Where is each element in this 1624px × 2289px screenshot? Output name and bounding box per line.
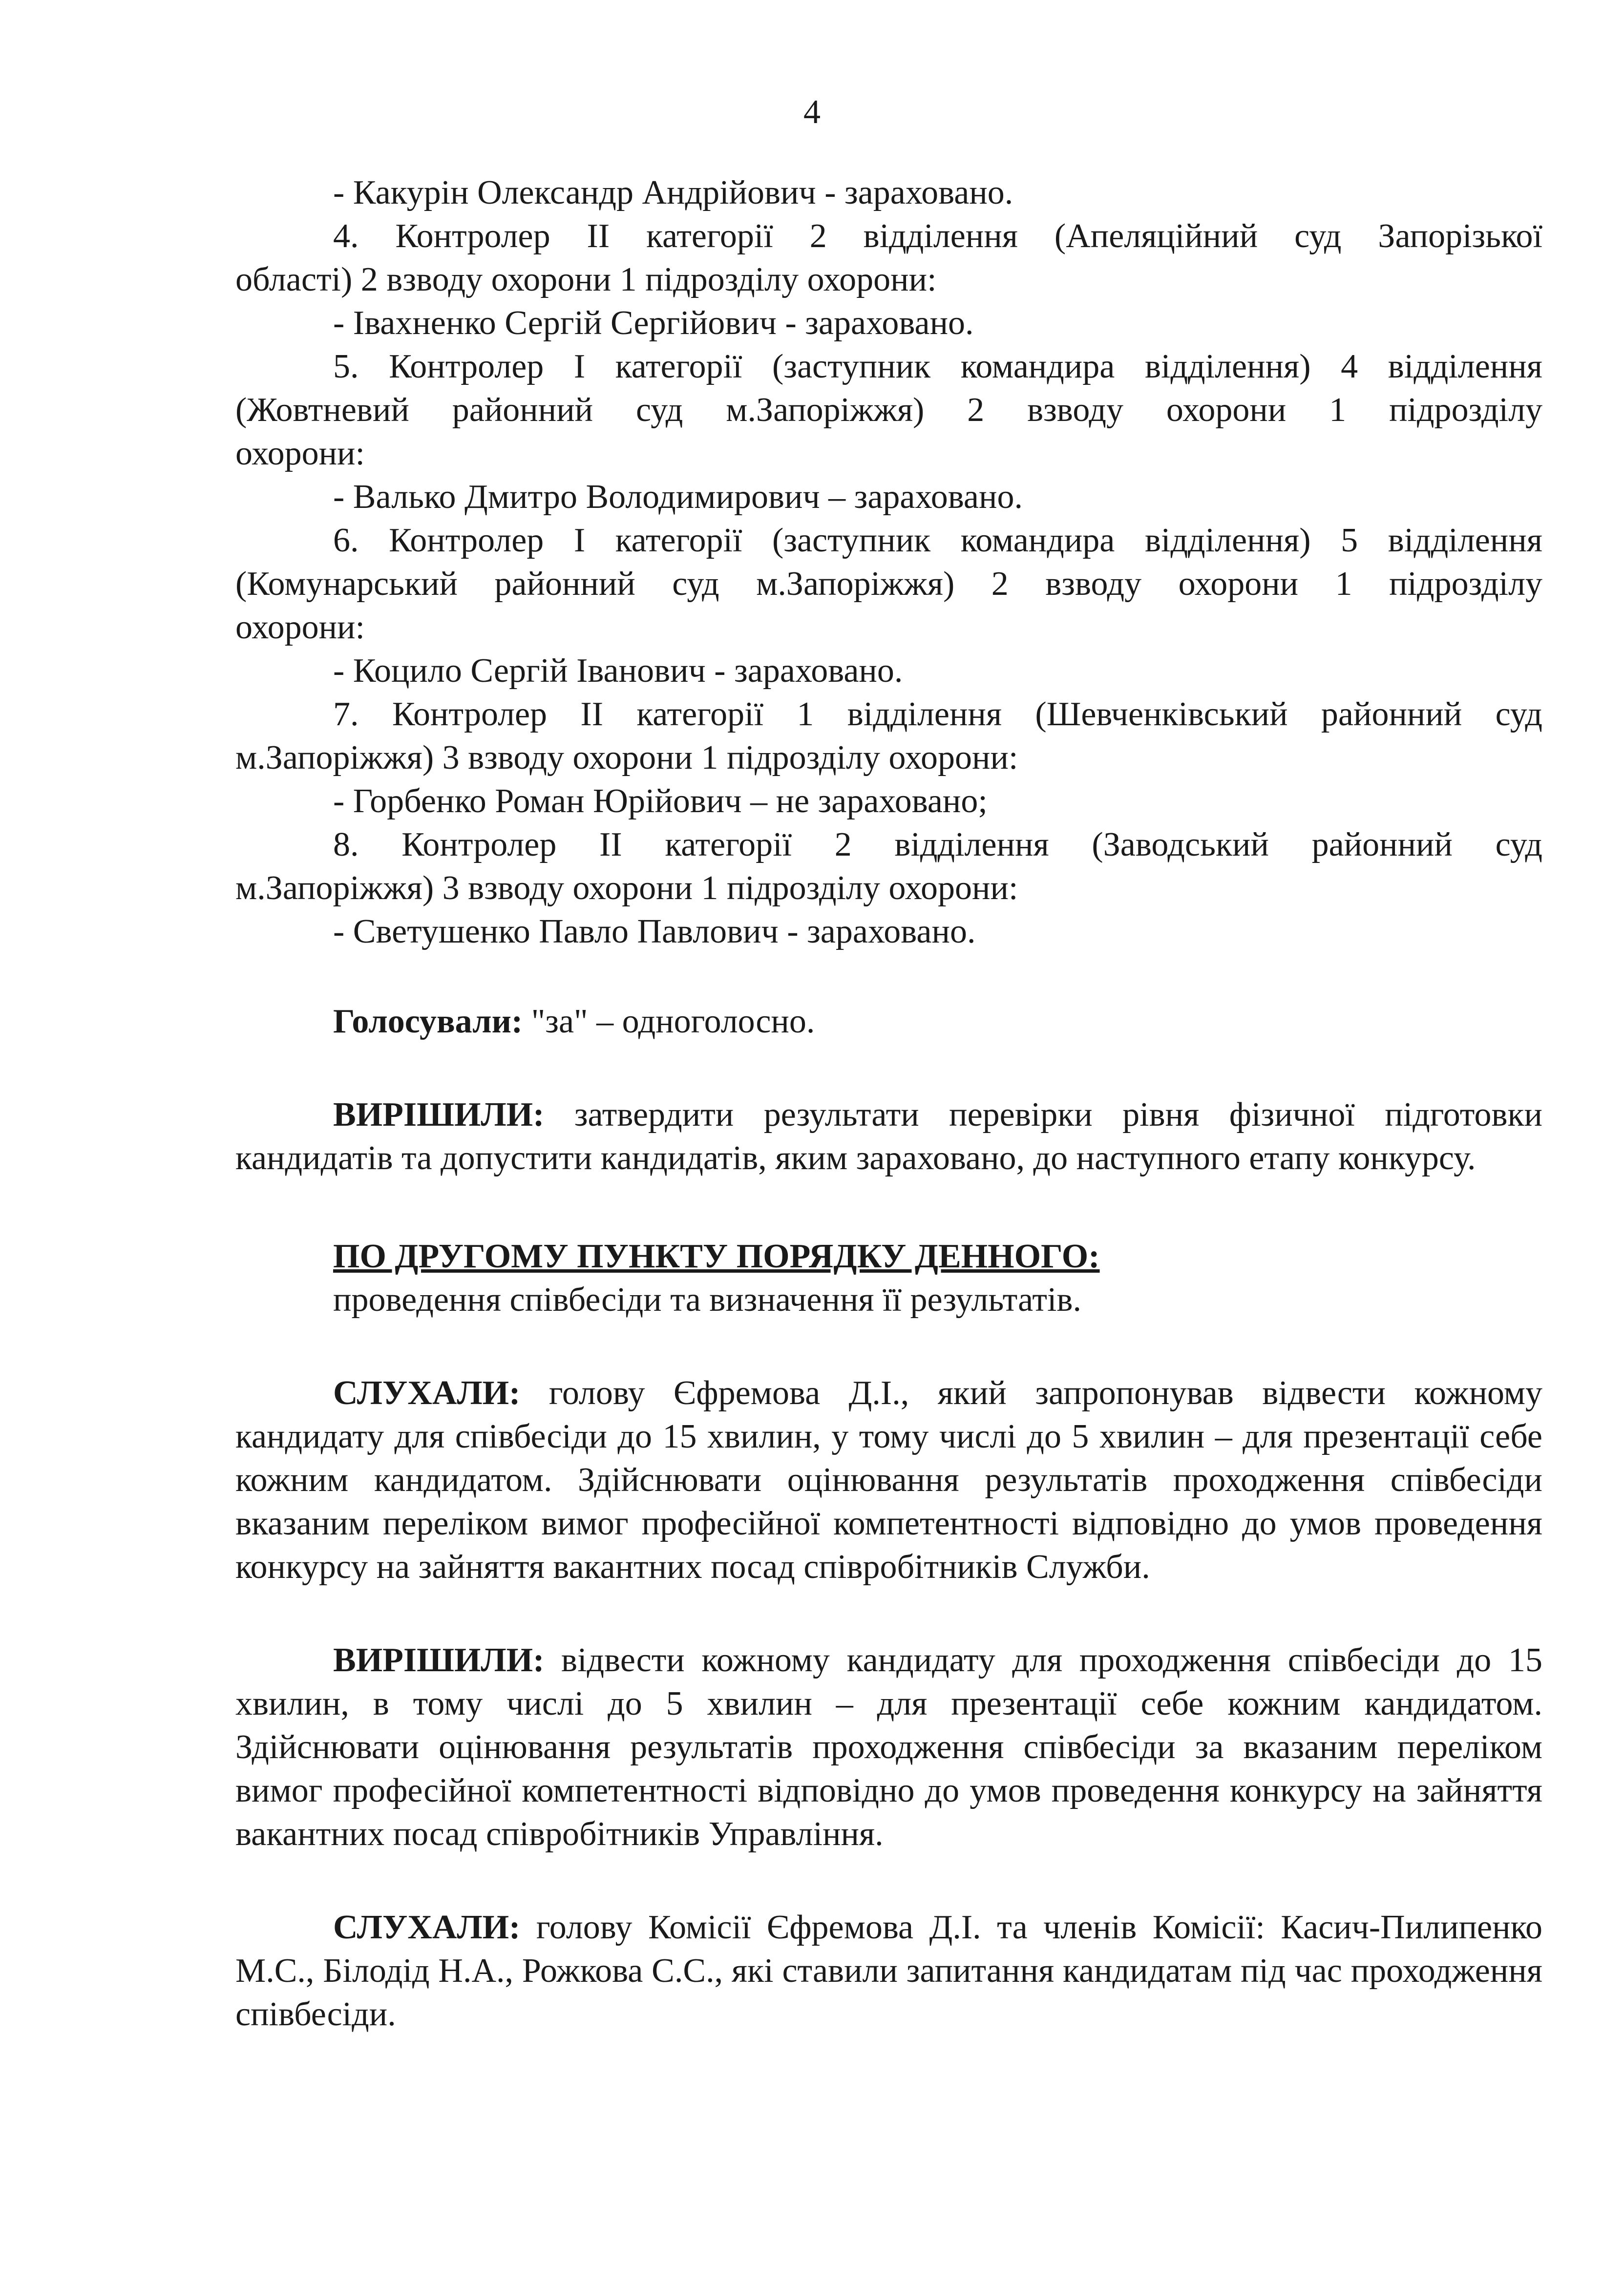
position-item-5: 5. Контролер І категорії (заступник командира відділення) 4 відділення [333, 348, 1542, 385]
position-item-8: 8. Контролер ІІ категорії 2 відділення (Заводський районний суд [333, 826, 1542, 863]
page-number: 4 [803, 93, 821, 131]
decision-paragraph-1 [235, 1093, 1542, 1180]
position-item-7: 7. Контролер ІІ категорії 1 відділення (Шевченківський районний суд [333, 695, 1542, 733]
candidate-result: - Коцило Сергій Іванович - зараховано. [333, 652, 903, 690]
decided-label: ВИРІШИЛИ: [333, 1641, 545, 1679]
candidate-result: - Какурін Олександр Андрійович - зараховано. [333, 174, 1013, 211]
heard-paragraph-1 [235, 1371, 1542, 1589]
candidate-result: - Светушенко Павло Павлович - зараховано. [333, 913, 976, 950]
candidate-result: - Івахненко Сергій Сергійович - зараховано. [333, 304, 974, 342]
vote-label: Голосували: [333, 1003, 523, 1040]
decided-text: відвести кожному кандидату для проходження співбесіди до 15 хвилин, в тому числі до 5 хвилин – для презентації себе кожним кандидатом. Здійснювати оцінювання результатів проходження співбесіди за вказаним переліком вимог професійної компетентності відповідно до умов проведення конкурсу на зайняття вакантних посад співробітників Управління. [235, 1641, 1542, 1853]
candidate-result: - Горбенко Роман Юрійович – не зараховано; [333, 782, 988, 820]
position-item-5-cont: охорони: [235, 435, 365, 472]
heard-label: СЛУХАЛИ: [333, 1374, 521, 1412]
position-item-6: 6. Контролер І категорії (заступник командира відділення) 5 відділення [333, 522, 1542, 559]
position-item-4: 4. Контролер ІІ категорії 2 відділення (Апеляційний суд Запорізької [333, 217, 1542, 255]
position-item-4-cont: області) 2 взводу охорони 1 підрозділу охорони: [235, 261, 937, 298]
decision-paragraph-2 [235, 1638, 1542, 1856]
heard-paragraph-2 [235, 1906, 1542, 2036]
section-heading: ПО ДРУГОМУ ПУНКТУ ПОРЯДКУ ДЕННОГО: [333, 1238, 1100, 1275]
decided-text: затвердити результати перевірки рівня фізичної підготовки кандидатів та допустити кандидатів, яким зараховано, до наступного етапу конкурсу. [235, 1096, 1542, 1177]
position-item-5-cont: (Жовтневий районний суд м.Запоріжжя) 2 взводу охорони 1 підрозділу [235, 391, 1542, 429]
heard-text: голову Комісії Єфремова Д.І. та членів Комісії: Касич-Пилипенко М.С., Білодід Н.А., Рожкова С.С., які ставили запитання кандидатам під час проходження співбесіди. [235, 1909, 1542, 2033]
document-body [235, 171, 1542, 2036]
vote-paragraph [235, 1000, 1542, 1043]
section-subtitle: проведення співбесіди та визначення її результатів. [333, 1281, 1081, 1319]
heard-label: СЛУХАЛИ: [333, 1909, 521, 1946]
position-item-7-cont: м.Запоріжжя) 3 взводу охорони 1 підрозділу охорони: [235, 739, 1018, 777]
vote-text: "за" – одноголосно. [523, 1003, 815, 1040]
position-item-6-cont: охорони: [235, 609, 365, 646]
heard-text: голову Єфремова Д.І., який запропонував відвести кожному кандидату для співбесіди до 15 хвилин, у тому числі до 5 хвилин – для презентації себе кожним кандидатом. Здійснювати оцінювання результатів проходження співбесіди вказаним переліком вимог професійної компетентності відповідно до умов проведення конкурсу на зайняття вакантних посад співробітників Служби. [235, 1374, 1542, 1586]
decided-label: ВИРІШИЛИ: [333, 1096, 545, 1134]
candidate-result: - Валько Дмитро Володимирович – зараховано. [333, 478, 1023, 516]
position-item-6-cont: (Комунарський районний суд м.Запоріжжя) 2 взводу охорони 1 підрозділу [235, 565, 1542, 603]
position-item-8-cont: м.Запоріжжя) 3 взводу охорони 1 підрозділу охорони: [235, 869, 1018, 907]
